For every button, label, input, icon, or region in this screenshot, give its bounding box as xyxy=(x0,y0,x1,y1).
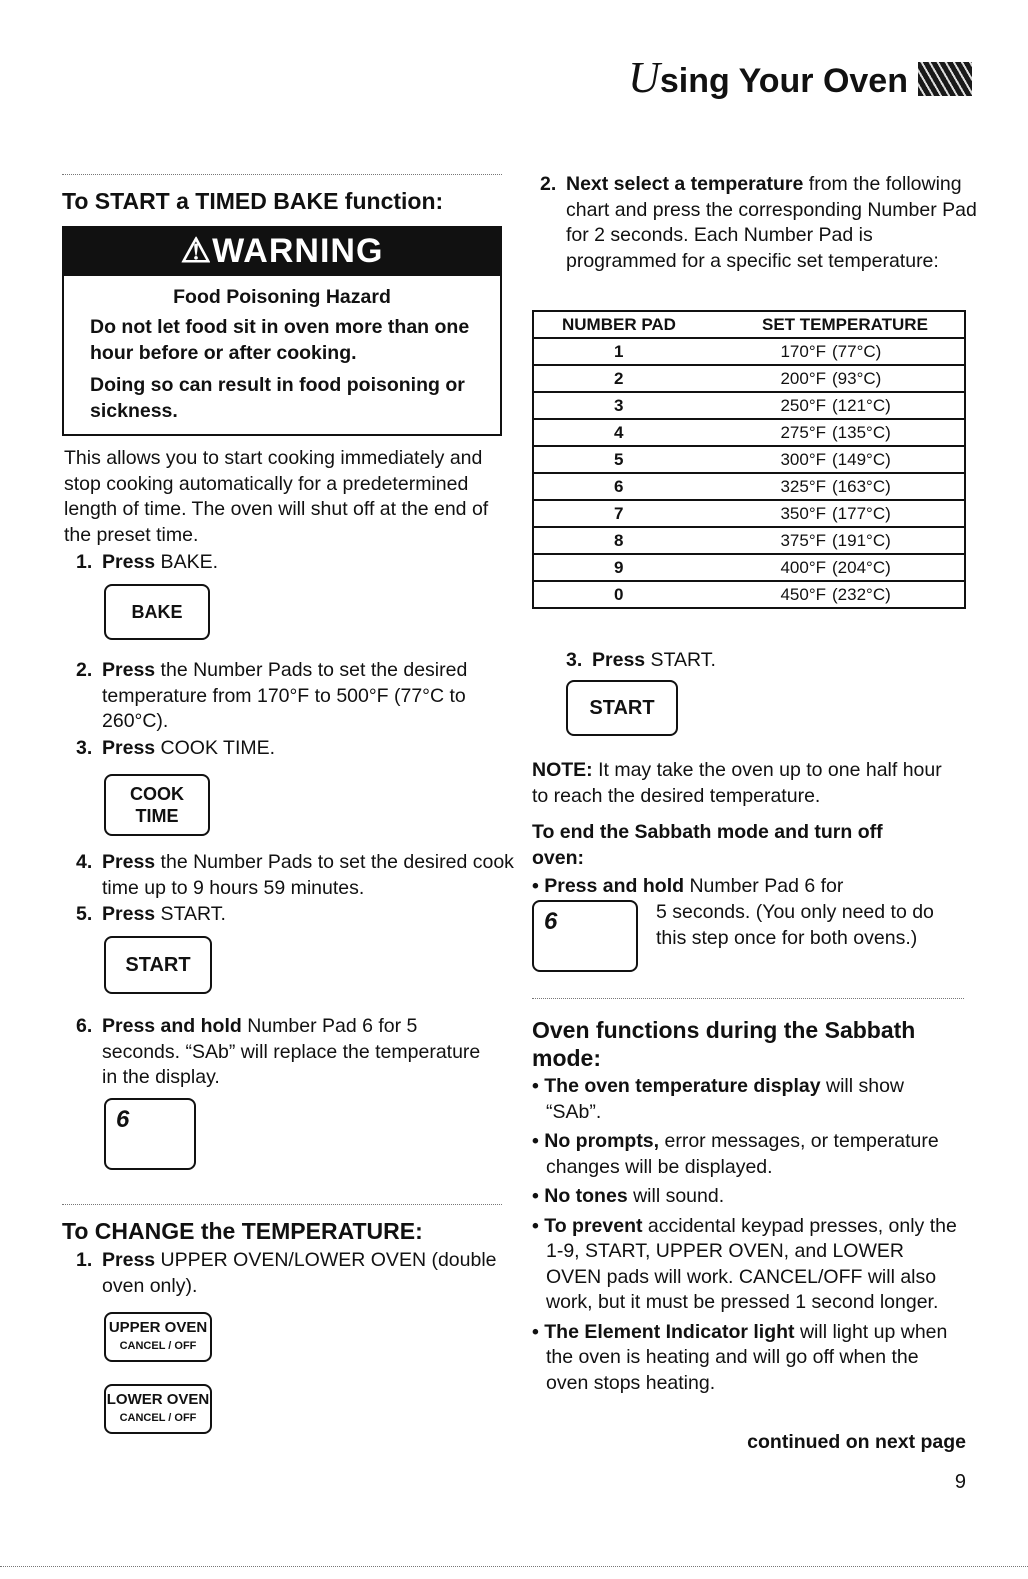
page-number: 9 xyxy=(954,1471,966,1493)
number-pad-cell: 7 xyxy=(534,500,722,527)
sabbath-bullet-list xyxy=(532,1074,958,1400)
step-select-temperature: 2. Next select a temperature from the following chart and press the corresponding Number Pad for 2 seconds. Each Number Pad is programmed for a specific set temperature: xyxy=(540,173,977,272)
celsius-cell: (204°C) xyxy=(826,554,964,581)
start-key: START xyxy=(104,936,212,994)
fahrenheit-cell: 275°F xyxy=(722,419,826,446)
table-row xyxy=(534,365,964,392)
col-header-number-pad: NUMBER PAD xyxy=(534,312,722,338)
table-row xyxy=(534,581,964,608)
number-pad-cell: 9 xyxy=(534,554,722,581)
table-row xyxy=(534,338,964,365)
section-heading-change-temp: To CHANGE the TEMPERATURE: xyxy=(62,1218,423,1244)
celsius-cell: (93°C) xyxy=(826,365,964,392)
number-pad-6-key: 6 xyxy=(104,1098,196,1170)
intro-paragraph: This allows you to start cooking immediately and stop cooking automatically for a predetermined length of time. The oven will shut off at the end of the preset time. xyxy=(64,447,489,546)
step-3: 3. Press COOK TIME. xyxy=(76,737,276,759)
fahrenheit-cell: 450°F xyxy=(722,581,826,608)
bake-key: BAKE xyxy=(104,584,210,640)
list-item: • To prevent accidental keypad presses, only the 1-9, START, UPPER OVEN, and LOWER OVEN pads will work. CANCEL/OFF will also work, but it must be pressed 1 second longer. xyxy=(532,1214,957,1313)
celsius-cell: (149°C) xyxy=(826,446,964,473)
header-script-letter: U xyxy=(628,53,660,102)
divider xyxy=(62,1204,502,1205)
section-heading-oven-functions: Oven functions during the Sabbath mode: xyxy=(532,1017,916,1071)
celsius-cell: (177°C) xyxy=(826,500,964,527)
col-header-set-temp: SET TEMPERATURE xyxy=(722,312,964,338)
celsius-cell: (135°C) xyxy=(826,419,964,446)
divider xyxy=(62,174,502,175)
celsius-cell: (121°C) xyxy=(826,392,964,419)
number-pad-cell: 8 xyxy=(534,527,722,554)
end-sabbath-bullet: • Press and hold Number Pad 6 for xyxy=(532,875,844,897)
lower-oven-cancel-key: LOWER OVEN CANCEL / OFF xyxy=(104,1384,212,1434)
celsius-cell: (163°C) xyxy=(826,473,964,500)
fahrenheit-cell: 250°F xyxy=(722,392,826,419)
end-sabbath-detail: 5 seconds. (You only need to do this step once for both ovens.) xyxy=(656,901,934,949)
table-row xyxy=(534,527,964,554)
step-2: 2. Press the Number Pads to set the desired temperature from 170°F to 500°F (77°C to 260°C). xyxy=(76,659,468,732)
step-6: 6. Press and hold Number Pad 6 for 5 seconds. “SAb” will replace the temperature in the display. xyxy=(76,1015,481,1088)
upper-oven-cancel-key: UPPER OVEN CANCEL / OFF xyxy=(104,1312,212,1362)
cook-time-key: COOK TIME xyxy=(104,774,210,836)
table-row xyxy=(534,446,964,473)
change-step-1: 1. Press UPPER OVEN/LOWER OVEN (double oven only). xyxy=(76,1249,497,1297)
oven-logo-icon xyxy=(918,62,972,96)
number-pad-cell: 4 xyxy=(534,419,722,446)
start-key: START xyxy=(566,680,678,736)
table-row xyxy=(534,392,964,419)
number-pad-cell: 2 xyxy=(534,365,722,392)
number-pad-6-key: 6 xyxy=(532,900,638,972)
step-5: 5. Press START. xyxy=(76,903,226,925)
celsius-cell: (191°C) xyxy=(826,527,964,554)
number-pad-cell: 5 xyxy=(534,446,722,473)
list-item: • No tones will sound. xyxy=(532,1185,725,1207)
header-title: sing Your Oven xyxy=(659,62,908,100)
fahrenheit-cell: 400°F xyxy=(722,554,826,581)
warning-line-1: Do not let food sit in oven more than one hour before or after cooking. xyxy=(90,316,470,364)
warning-line-2: Doing so can result in food poisoning or sickness. xyxy=(90,374,465,422)
fahrenheit-cell: 350°F xyxy=(722,500,826,527)
end-sabbath-heading: To end the Sabbath mode and turn off oven: xyxy=(532,821,883,869)
warning-title: Food Poisoning Hazard xyxy=(173,286,391,308)
table-row xyxy=(534,554,964,581)
note: NOTE: It may take the oven up to one half hour to reach the desired temperature. xyxy=(532,759,942,807)
list-item: • No prompts, error messages, or temperature changes will be displayed. xyxy=(532,1130,939,1178)
fahrenheit-cell: 300°F xyxy=(722,446,826,473)
temperature-table xyxy=(532,310,966,609)
number-pad-cell: 6 xyxy=(534,473,722,500)
fahrenheit-cell: 375°F xyxy=(722,527,826,554)
number-pad-cell: 3 xyxy=(534,392,722,419)
step-press-start: 3. Press START. xyxy=(566,649,716,671)
fahrenheit-cell: 325°F xyxy=(722,473,826,500)
list-item: • The oven temperature display will show “SAb”. xyxy=(532,1075,905,1123)
list-item: • The Element Indicator light will light up when the oven is heating and will go off when the oven stops heating. xyxy=(532,1320,948,1394)
table-row xyxy=(534,500,964,527)
number-pad-cell: 1 xyxy=(534,338,722,365)
warning-banner: ⚠WARNING xyxy=(62,226,502,276)
continued-note: continued on next page xyxy=(747,1431,966,1453)
fahrenheit-cell: 170°F xyxy=(722,338,826,365)
step-1: 1. Press BAKE. xyxy=(76,551,219,573)
table-row xyxy=(534,419,964,446)
page-header xyxy=(628,52,972,103)
section-heading-timed-bake: To START a TIMED BAKE function: xyxy=(62,188,444,214)
table-row xyxy=(534,473,964,500)
fahrenheit-cell: 200°F xyxy=(722,365,826,392)
celsius-cell: (77°C) xyxy=(826,338,964,365)
step-4: 4. Press the Number Pads to set the desired cook time up to 9 hours 59 minutes. xyxy=(76,851,514,899)
divider xyxy=(0,1566,1028,1567)
number-pad-cell: 0 xyxy=(534,581,722,608)
divider xyxy=(532,998,964,999)
celsius-cell: (232°C) xyxy=(826,581,964,608)
